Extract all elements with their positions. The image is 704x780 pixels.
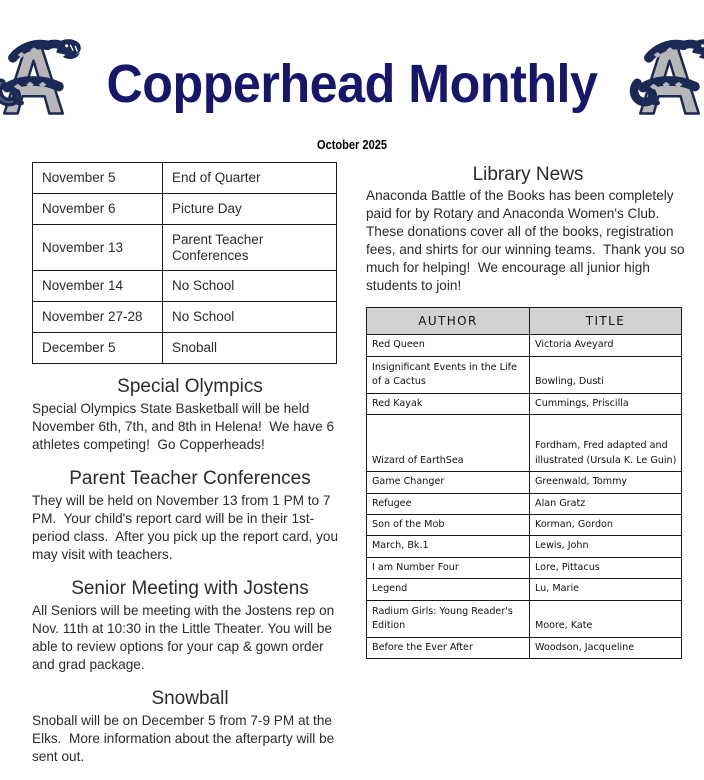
articles-list	[32, 376, 348, 766]
table-row	[367, 579, 682, 600]
calendar-date-cell: November 5	[33, 163, 163, 194]
book-author-cell: Victoria Aveyard	[530, 335, 682, 356]
book-title-cell: I am Number Four	[367, 557, 530, 578]
book-author-cell: Lu, Marie	[530, 579, 682, 600]
calendar-date-cell: November 6	[33, 194, 163, 225]
calendar-table-body	[33, 163, 337, 364]
table-row	[367, 335, 682, 356]
table-row	[367, 515, 682, 536]
books-table-head	[367, 308, 682, 335]
article-heading: Parent Teacher Conferences	[69, 468, 311, 490]
book-title-cell: Radium Girls: Young Reader's Edition	[367, 600, 530, 637]
book-title-cell: Son of the Mob	[367, 515, 530, 536]
table-row	[367, 637, 682, 658]
article-body: Special Olympics State Basketball will be held November 6th, 7th, and 8th in Helena! We have 6 athletes competing! Go Copperheads!	[32, 400, 338, 452]
table-row	[367, 415, 682, 472]
book-author-cell: Korman, Gordon	[530, 515, 682, 536]
article-heading: Senior Meeting with Jostens	[71, 578, 309, 600]
book-title-cell: Refugee	[367, 493, 530, 514]
table-row	[367, 472, 682, 493]
books-column-header: AUTHOR	[367, 308, 530, 335]
book-author-cell: Cummings, Priscilla	[530, 393, 682, 414]
book-title-cell: Wizard of EarthSea	[367, 415, 530, 472]
article-body: Snoball will be on December 5 from 7-9 PM at the Elks. More information about the afterparty will be sent out.	[32, 713, 339, 765]
calendar-event-cell: End of Quarter	[163, 163, 337, 194]
article-heading: Special Olympics	[117, 376, 263, 398]
article-body: They will be held on November 13 from 1 PM to 7 PM. Your child's report card will be in their 1st-period class. After you pick up the report card, you may visit with teachers.	[32, 492, 342, 563]
article	[32, 578, 348, 674]
table-row	[367, 393, 682, 414]
issue-date: October 2025	[316, 137, 388, 152]
article	[32, 468, 348, 564]
book-title-cell: Before the Ever After	[367, 637, 530, 658]
anaconda-copperheads-a-logo-right	[622, 29, 704, 125]
table-row	[33, 194, 337, 225]
table-row	[367, 557, 682, 578]
calendar-event-cell: No School	[163, 271, 337, 302]
book-author-cell: Alan Gratz	[530, 493, 682, 514]
anaconda-copperheads-a-logo-left	[0, 29, 82, 125]
battle-of-the-books-table	[366, 307, 682, 659]
calendar-event-cell: Snoball	[163, 333, 337, 364]
masthead	[0, 0, 704, 136]
calendar-event-cell: No School	[163, 302, 337, 333]
book-author-cell: Lewis, John	[530, 536, 682, 557]
book-title-cell: Red Queen	[367, 335, 530, 356]
content-columns	[0, 162, 704, 780]
book-title-cell: Insignificant Events in the Life of a Cactus	[367, 356, 530, 393]
right-column	[348, 162, 696, 659]
book-title-cell: March, Bk.1	[367, 536, 530, 557]
table-row	[33, 302, 337, 333]
library-news-heading: Library News	[472, 164, 584, 185]
article-body: All Seniors will be meeting with the Jostens rep on Nov. 11th at 10:30 in the Little Theater. You will be able to review options for your cap & gown order and grad package.	[32, 602, 339, 673]
article	[32, 688, 348, 766]
article	[32, 376, 348, 454]
left-column	[8, 162, 348, 780]
table-header-row	[367, 308, 682, 335]
table-row	[33, 163, 337, 194]
book-author-cell: Woodson, Jacqueline	[530, 637, 682, 658]
book-title-cell: Legend	[367, 579, 530, 600]
books-table-body	[367, 335, 682, 659]
book-author-cell: Greenwald, Tommy	[530, 472, 682, 493]
book-author-cell: Fordham, Fred adapted and illustrated (Ursula K. Le Guin)	[530, 415, 682, 472]
table-row	[367, 600, 682, 637]
table-row	[33, 333, 337, 364]
table-row	[33, 225, 337, 271]
page-title: Copperhead Monthly	[106, 54, 598, 114]
book-author-cell: Bowling, Dusti	[530, 356, 682, 393]
calendar-event-cell: Parent Teacher Conferences	[163, 225, 337, 271]
calendar-date-cell: December 5	[33, 333, 163, 364]
table-row	[367, 356, 682, 393]
calendar-date-cell: November 14	[33, 271, 163, 302]
book-author-cell: Moore, Kate	[530, 600, 682, 637]
calendar-event-cell: Picture Day	[163, 194, 337, 225]
table-row	[33, 271, 337, 302]
article-heading: Snowball	[151, 688, 229, 710]
calendar-table	[32, 162, 337, 364]
table-row	[367, 493, 682, 514]
books-column-header: TITLE	[530, 308, 682, 335]
book-title-cell: Red Kayak	[367, 393, 530, 414]
table-row	[367, 536, 682, 557]
calendar-date-cell: November 27-28	[33, 302, 163, 333]
library-news-body: Anaconda Battle of the Books has been completely paid for by Rotary and Anaconda Women's Club. These donations cover all of the books, registration fees, and shirts for our winning teams. Thank you so much for helping! We encourage all junior high students to join!	[366, 188, 689, 294]
book-author-cell: Lore, Pittacus	[530, 557, 682, 578]
book-title-cell: Game Changer	[367, 472, 530, 493]
calendar-date-cell: November 13	[33, 225, 163, 271]
